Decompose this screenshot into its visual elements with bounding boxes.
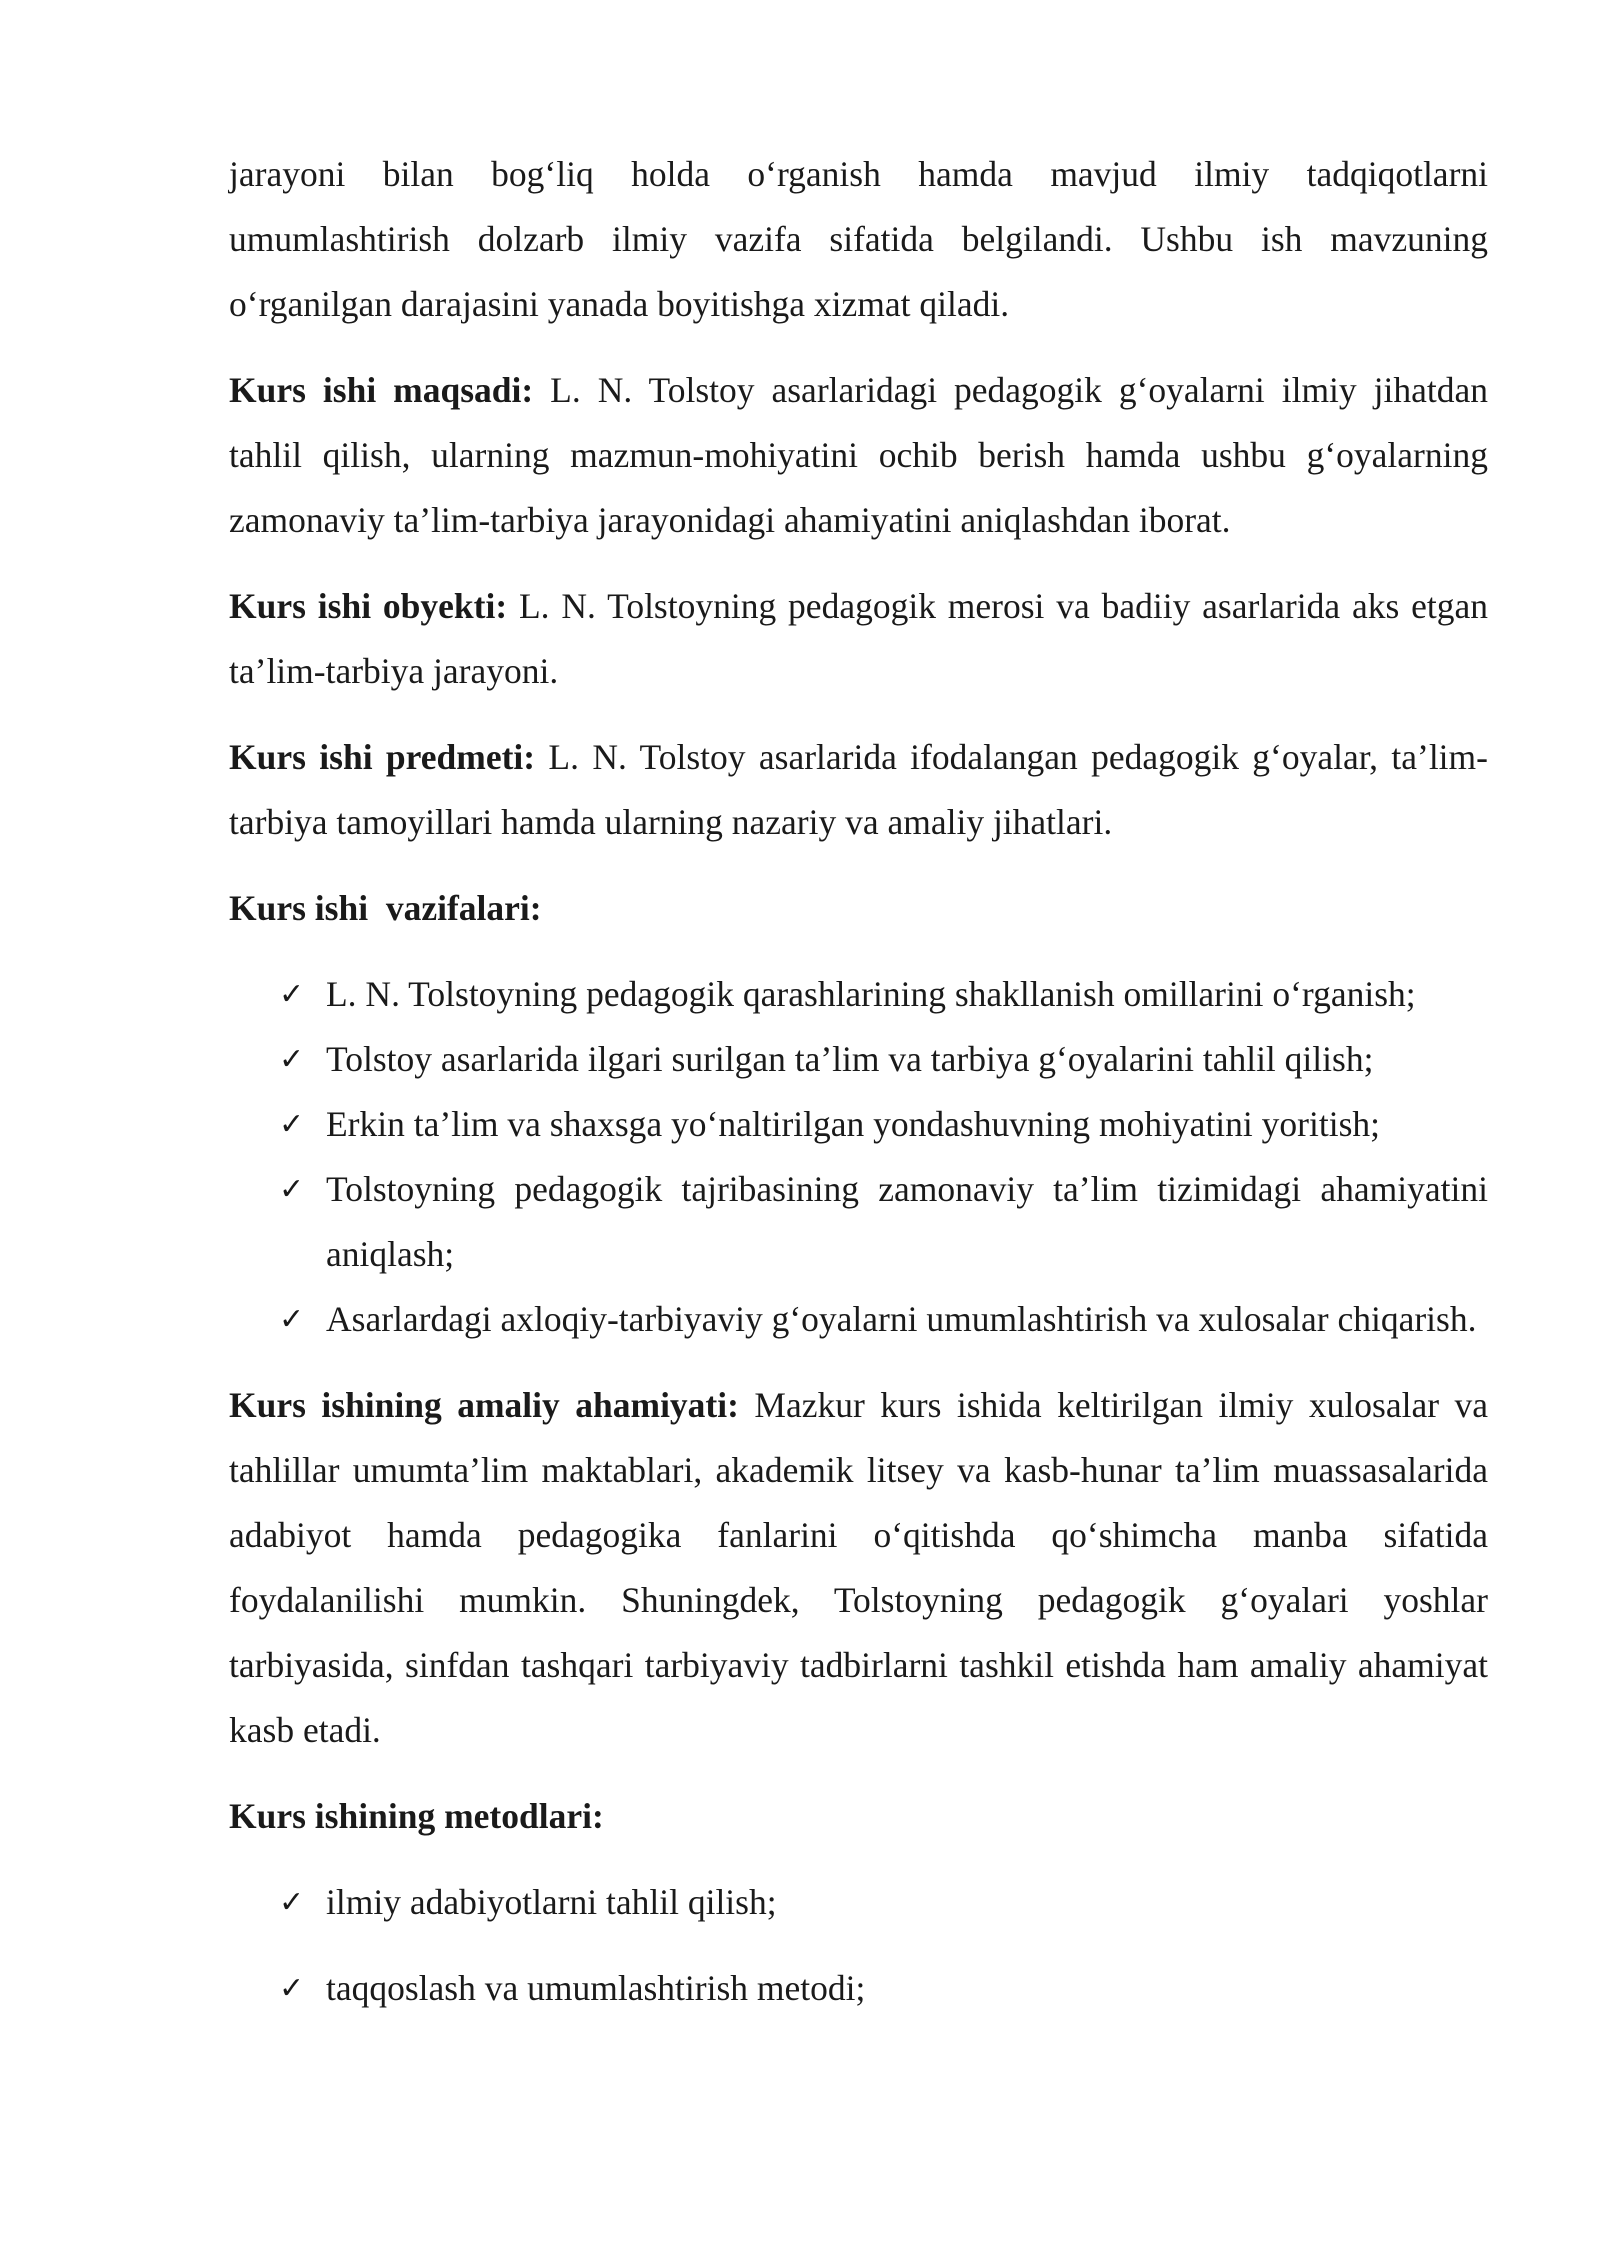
list-item-text: Tolstoy asarlarida ilgari surilgan ta’lim va tarbiya g‘oyalarini tahlil qilish; <box>326 1039 1374 1079</box>
list-item <box>279 1092 1488 1157</box>
methods-heading: Kurs ishining metodlari: <box>229 1796 604 1836</box>
list-item <box>279 1956 1488 2021</box>
object-paragraph <box>229 574 1488 704</box>
object-text: L. N. Tolstoyning pedagogik merosi va badiiy asarlarida aks etgan ta’lim-tarbiya jarayoni. <box>229 586 1489 691</box>
check-mark-icon: ✓ <box>279 1971 305 2006</box>
subject-paragraph <box>229 725 1488 855</box>
list-item-text: Erkin ta’lim va shaxsga yo‘naltirilgan yondashuvning mohiyatini yoritish; <box>326 1104 1380 1144</box>
list-item-text: Tolstoyning pedagogik tajribasining zamonaviy ta’lim tizimidagi ahamiyatini aniqlash; <box>326 1169 1488 1274</box>
list-item <box>279 1027 1488 1092</box>
check-mark-icon: ✓ <box>279 977 305 1012</box>
list-item <box>279 1287 1488 1352</box>
tasks-list <box>229 962 1488 1352</box>
practical-text: Mazkur kurs ishida keltirilgan ilmiy xulosalar va tahlillar umumta’lim maktablari, akademik litsey va kasb-hunar ta’lim muassasalarida adabiyot hamda pedagogika fanlarini o‘qitishda qo‘shimcha manba sifatida foydalanilishi mumkin. Shuningdek, Tolstoyning pedagogik g‘oyalari yoshlar tarbiyasida, sinfdan tashqari tarbiyaviy tadbirlarni tashkil etishda ham amaliy ahamiyat kasb etadi. <box>229 1385 1488 1750</box>
check-mark-icon: ✓ <box>279 1042 305 1077</box>
tasks-heading: Kurs ishi vazifalari: <box>229 888 542 928</box>
list-item <box>279 962 1488 1027</box>
list-item <box>279 1870 1488 1935</box>
check-mark-icon: ✓ <box>279 1885 305 1920</box>
object-label: Kurs ishi obyekti: <box>229 586 508 626</box>
goal-label: Kurs ishi maqsadi: <box>229 370 534 410</box>
subject-text: L. N. Tolstoy asarlarida ifodalangan pedagogik g‘oyalar, ta’lim-tarbiya tamoyillari hamda ularning nazariy va amaliy jihatlari. <box>229 737 1488 842</box>
check-mark-icon: ✓ <box>279 1302 305 1337</box>
list-item-text: L. N. Tolstoyning pedagogik qarashlarining shakllanish omillarini o‘rganish; <box>326 974 1416 1014</box>
practical-label: Kurs ishining amaliy ahamiyati: <box>229 1385 739 1425</box>
list-item-text: ilmiy adabiyotlarni tahlil qilish; <box>326 1882 777 1922</box>
list-item <box>279 1157 1488 1287</box>
goal-paragraph <box>229 358 1488 553</box>
list-item-text: taqqoslash va umumlashtirish metodi; <box>326 1968 866 2008</box>
intro-paragraph <box>229 142 1488 337</box>
check-mark-icon: ✓ <box>279 1107 305 1142</box>
goal-text: L. N. Tolstoy asarlaridagi pedagogik g‘oyalarni ilmiy jihatdan tahlil qilish, ularning mazmun-mohiyatini ochib berish hamda ushbu g‘oyalarning zamonaviy ta’lim-tarbiya jarayonidagi ahamiyatini aniqlashdan iborat. <box>229 370 1488 540</box>
check-mark-icon: ✓ <box>279 1172 305 1207</box>
intro-text: jarayoni bilan bog‘liq holda o‘rganish hamda mavjud ilmiy tadqiqotlarni umumlashtirish dolzarb ilmiy vazifa sifatida belgilandi. Ushbu ish mavzuning o‘rganilgan darajasini yanada boyitishga xizmat qiladi. <box>229 154 1488 324</box>
subject-label: Kurs ishi predmeti: <box>229 737 536 777</box>
practical-paragraph <box>229 1373 1488 1763</box>
document-page <box>229 142 1488 2042</box>
methods-list <box>229 1870 1488 2021</box>
list-item-text: Asarlardagi axloqiy-tarbiyaviy g‘oyalarni umumlashtirish va xulosalar chiqarish. <box>326 1299 1477 1339</box>
